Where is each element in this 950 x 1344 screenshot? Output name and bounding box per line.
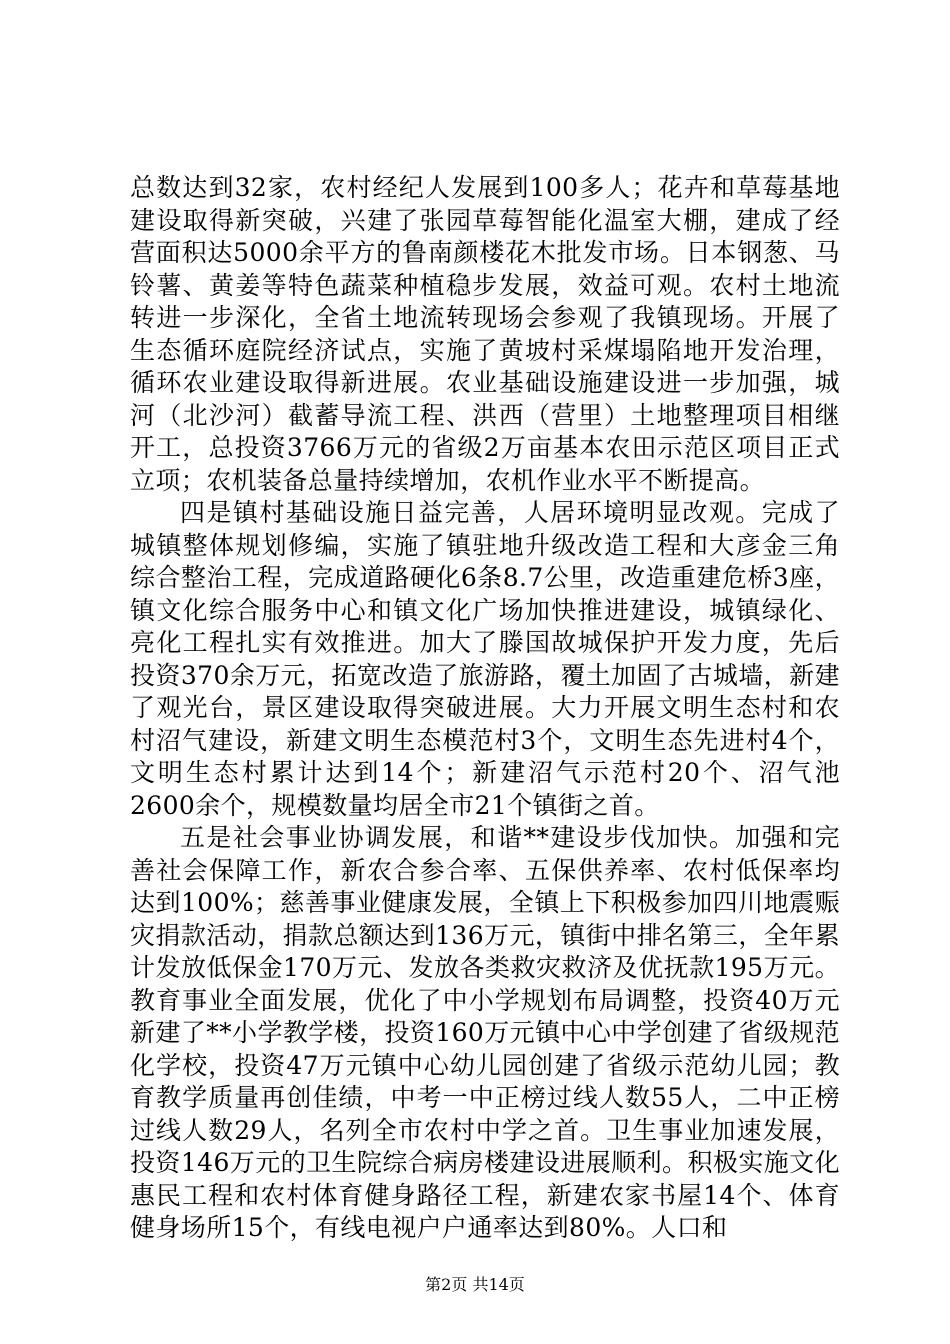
page-number-footer: 第2页 共14页 [425, 1275, 525, 1294]
document-body [130, 172, 840, 1245]
paragraph-infrastructure: 四是镇村基础设施日益完善，人居环境明显改观。完成了城镇整体规划修编，实施了镇驻地升级改造工程和大彦金三角综合整治工程，完成道路硬化6条8.7公里，改造重建危桥3座，镇文化综合服务中心和镇文化广场加快推进建设，城镇绿化、亮化工程扎实有效推进。加大了滕国故城保护开发力度，先后投资370余万元，拓宽改造了旅游路，覆土加固了古城墙，新建了观光台，景区建设取得突破进展。大力开展文明生态村和农村沼气建设，新建文明生态模范村3个，文明生态先进村4个，文明生态村累计达到14个；新建沼气示范村20个、沼气池2600余个，规模数量均居全市21个镇街之首。 [130, 498, 840, 820]
paragraph-social-affairs: 五是社会事业协调发展，和谐**建设步伐加快。加强和完善社会保障工作，新农合参合率、五保供养率、农村低保率均达到100%；慈善事业健康发展，全镇上下积极参加四川地震赈灾捐款活动，捐款总额达到136万元，镇街中排名第三，全年累计发放低保金170万元、发放各类救灾救济及优抚款195万元。教育事业全面发展，优化了中小学规划布局调整，投资40万元新建了**小学教学楼，投资160万元镇中心中学创建了省级规范化学校，投资47万元镇中心幼儿园创建了省级示范幼儿园；教育教学质量再创佳绩，中考一中正榜过线人数55人，二中正榜过线人数29人，名列全市农村中学之首。卫生事业加速发展，投资146万元的卫生院综合病房楼建设进展顺利。积极实施文化惠民工程和农村体育健身路径工程，新建农家书屋14个、体育健身场所15个，有线电视户户通率达到80%。人口和 [130, 823, 840, 1242]
paragraph-continuation: 总数达到32家，农村经纪人发展到100多人；花卉和草莓基地建设取得新突破，兴建了张园草莓智能化温室大棚，建成了经营面积达5000余平方的鲁南颜楼花木批发市场。日本钢葱、马铃薯、黄姜等特色蔬菜种植稳步发展，效益可观。农村土地流转进一步深化，全省土地流转现场会参观了我镇现场。开展了生态循环庭院经济试点，实施了黄坡村采煤塌陷地开发治理，循环农业建设取得新进展。农业基础设施建设进一步加强，城河（北沙河）截蓄导流工程、洪西（营里）土地整理项目相继开工，总投资3766万元的省级2万亩基本农田示范区项目正式立项；农机装备总量持续增加，农机作业水平不断提高。 [130, 173, 840, 495]
